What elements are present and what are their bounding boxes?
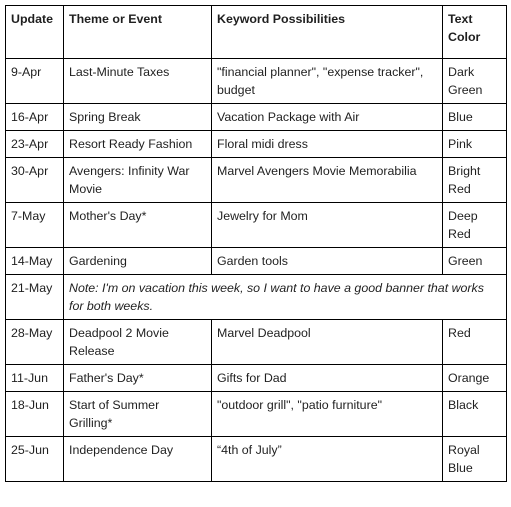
cell-update: 7-May [6, 203, 64, 248]
cell-keywords: Jewelry for Mom [212, 203, 443, 248]
cell-text-color: Orange [443, 365, 507, 392]
table-row [6, 437, 507, 482]
cell-keywords: Marvel Deadpool [212, 320, 443, 365]
cell-theme: Last-Minute Taxes [64, 59, 212, 104]
table-header-row [6, 6, 507, 59]
cell-update: 23-Apr [6, 131, 64, 158]
cell-keywords: Marvel Avengers Movie Memorabilia [212, 158, 443, 203]
cell-theme: Independence Day [64, 437, 212, 482]
cell-update: 28-May [6, 320, 64, 365]
cell-text-color: Royal Blue [443, 437, 507, 482]
cell-text-color: Deep Red [443, 203, 507, 248]
table-row [6, 248, 507, 275]
cell-text-color: Bright Red [443, 158, 507, 203]
cell-keywords: Gifts for Dad [212, 365, 443, 392]
cell-text-color: Pink [443, 131, 507, 158]
table-row [6, 365, 507, 392]
banner-schedule-table [5, 5, 507, 482]
cell-theme: Father's Day* [64, 365, 212, 392]
table-row [6, 320, 507, 365]
cell-text-color: Black [443, 392, 507, 437]
cell-update: 9-Apr [6, 59, 64, 104]
cell-theme: Avengers: Infinity War Movie [64, 158, 212, 203]
cell-theme: Spring Break [64, 104, 212, 131]
cell-theme: Start of Summer Grilling* [64, 392, 212, 437]
vacation-note: Note: I'm on vacation this week, so I want to have a good banner that works for both weeks. [64, 275, 507, 320]
cell-update: 11-Jun [6, 365, 64, 392]
table-row [6, 203, 507, 248]
table-row [6, 131, 507, 158]
cell-theme: Deadpool 2 Movie Release [64, 320, 212, 365]
cell-text-color: Dark Green [443, 59, 507, 104]
cell-update: 30-Apr [6, 158, 64, 203]
cell-text-color: Red [443, 320, 507, 365]
header-text-color: Text Color [443, 6, 507, 59]
cell-keywords: “4th of July” [212, 437, 443, 482]
cell-update: 25-Jun [6, 437, 64, 482]
header-update: Update [6, 6, 64, 59]
table-row [6, 59, 507, 104]
header-keywords: Keyword Possibilities [212, 6, 443, 59]
cell-text-color: Blue [443, 104, 507, 131]
table-row [6, 392, 507, 437]
cell-update: 21-May [6, 275, 64, 320]
cell-keywords: Floral midi dress [212, 131, 443, 158]
cell-keywords: Garden tools [212, 248, 443, 275]
cell-theme: Gardening [64, 248, 212, 275]
table-row [6, 158, 507, 203]
table-row [6, 275, 507, 320]
cell-update: 18-Jun [6, 392, 64, 437]
header-theme: Theme or Event [64, 6, 212, 59]
cell-keywords: "financial planner", "expense tracker", budget [212, 59, 443, 104]
cell-theme: Resort Ready Fashion [64, 131, 212, 158]
cell-update: 14-May [6, 248, 64, 275]
cell-theme: Mother's Day* [64, 203, 212, 248]
table-row [6, 104, 507, 131]
cell-text-color: Green [443, 248, 507, 275]
cell-keywords: "outdoor grill", "patio furniture" [212, 392, 443, 437]
cell-update: 16-Apr [6, 104, 64, 131]
cell-keywords: Vacation Package with Air [212, 104, 443, 131]
